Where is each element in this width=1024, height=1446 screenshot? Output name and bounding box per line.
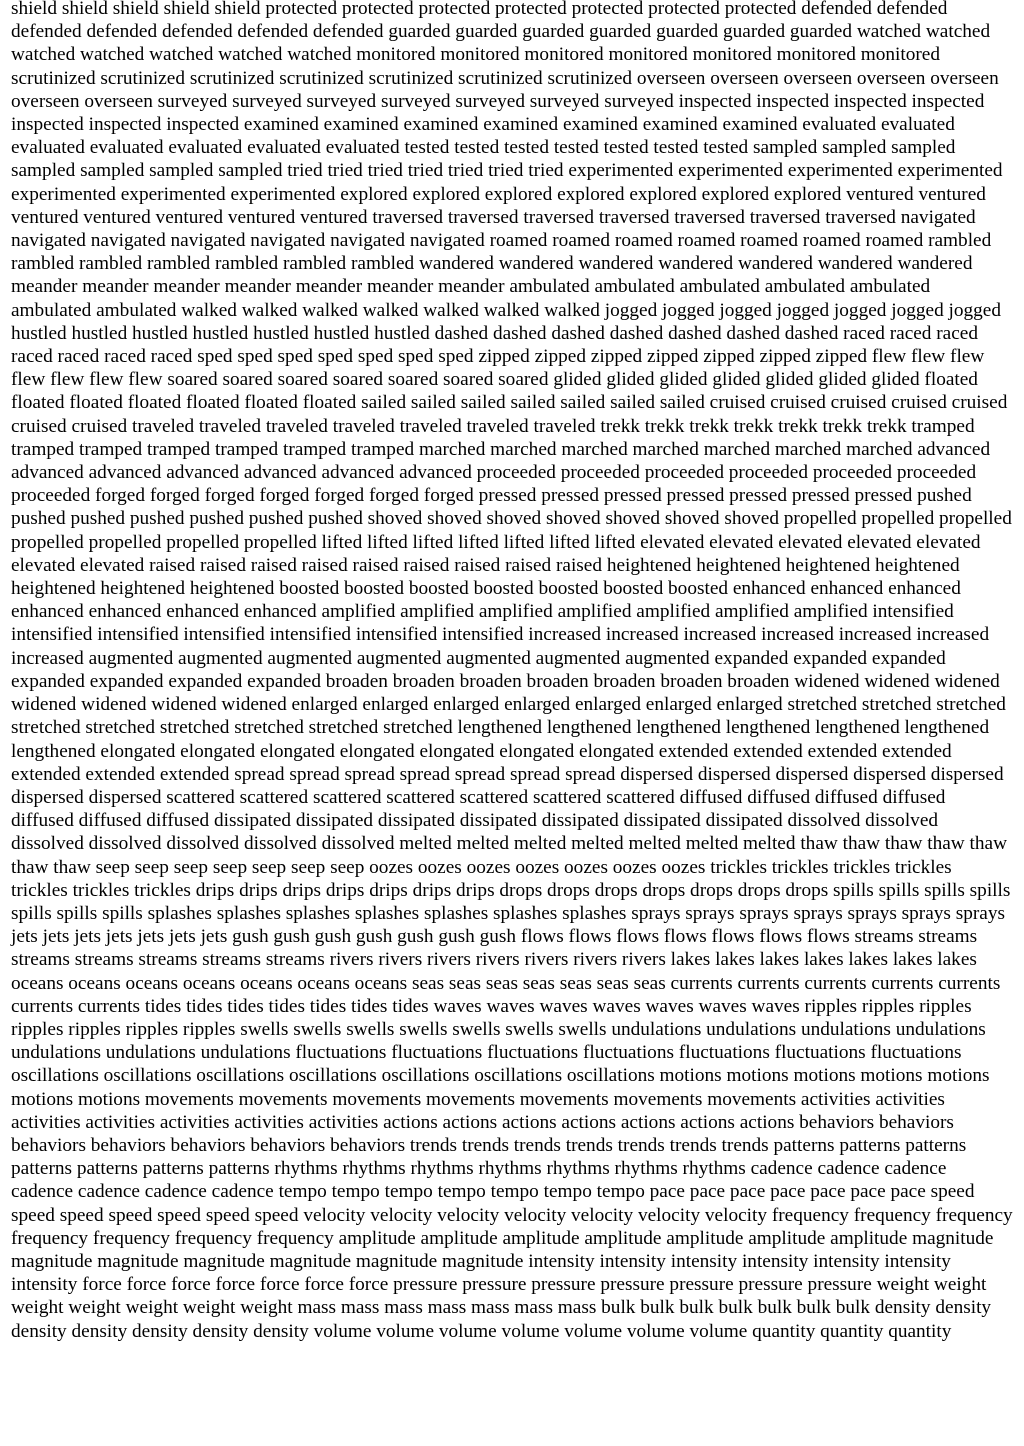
- body-text: shield shield shield shield shield protected protected protected protected protected protected protected defended defended defended defended defended defended defended guarded guarded guarded guarded guarded guarded guarded watched watched watched watched watched watched watched monitored monitored monitored monitored monitored monitored monitored scrutinized scrutinized scrutinized scrutinized scrutinized scrutinized scrutinized overseen overseen overseen overseen overseen overseen overseen surveyed surveyed surveyed surveyed surveyed surveyed surveyed inspected inspected inspected inspected inspected inspected inspected examined examined examined examined examined examined examined evaluated evaluated evaluated evaluated evaluated evaluated evaluated tested tested tested tested tested tested tested sampled sampled sampled sampled sampled sampled sampled tried tried tried tried tried tried tried experimented experimented experimented experimented experimented experimented experimented explored explored explored explored explored explored explored ventured ventured ventured ventured ventured ventured ventured traversed traversed traversed traversed traversed traversed traversed navigated navigated navigated navigated navigated navigated navigated roamed roamed roamed roamed roamed roamed roamed rambled rambled rambled rambled rambled rambled rambled wandered wandered wandered wandered wandered wandered wandered meander meander meander meander meander meander meander ambulated ambulated ambulated ambulated ambulated ambulated ambulated walked walked walked walked walked walked walked jogged jogged jogged jogged jogged jogged jogged hustled hustled hustled hustled hustled hustled hustled dashed dashed dashed dashed dashed dashed dashed raced raced raced raced raced raced raced sped sped sped sped sped sped sped zipped zipped zipped zipped zipped zipped zipped flew flew flew flew flew flew flew soared soared soared soared soared soared soared glided glided glided glided glided glided glided floated floated floated floated floated floated floated sailed sailed sailed sailed sailed sailed sailed cruised cruised cruised cruised cruised cruised cruised traveled traveled traveled traveled traveled traveled traveled trekk trekk trekk trekk trekk trekk trekk tramped tramped tramped tramped tramped tramped tramped marched marched marched marched marched marched marched advanced advanced advanced advanced advanced advanced advanced proceeded proceeded proceeded proceeded proceeded proceeded proceeded forged forged forged forged forged forged forged pressed pressed pressed pressed pressed pressed pressed pushed pushed pushed pushed pushed pushed pushed shoved shoved shoved shoved shoved shoved shoved propelled propelled propelled propelled propelled propelled propelled lifted lifted lifted lifted lifted lifted lifted elevated elevated elevated elevated elevated elevated elevated raised raised raised raised raised raised raised raised raised heightened heightened heightened heightened heightened heightened heightened boosted boosted boosted boosted boosted boosted boosted enhanced enhanced enhanced enhanced enhanced enhanced enhanced amplified amplified amplified amplified amplified amplified amplified intensified intensified intensified intensified intensified intensified intensified increased increased increased increased increased increased increased augmented augmented augmented augmented augmented augmented augmented expanded expanded expanded expanded expanded expanded expanded broaden broaden broaden broaden broaden broaden broaden widened widened widened widened widened widened widened enlarged enlarged enlarged enlarged enlarged enlarged enlarged stretched stretched stretched stretched stretched stretched stretched stretched stretched lengthened lengthened lengthened lengthened lengthened lengthened lengthened elongated elongated elongated elongated elongated elongated elongated extended extended extended extended extended extended extended spread spread spread spread spread spread spread dispersed dispersed dispersed dispersed dispersed dispersed dispersed scattered scattered scattered scattered scattered scattered scattered diffused diffused diffused diffused diffused diffused diffused dissipated dissipated dissipated dissipated dissipated dissipated dissipated dissolved dissolved dissolved dissolved dissolved dissolved dissolved melted melted melted melted melted melted melted thaw thaw thaw thaw thaw thaw thaw seep seep seep seep seep seep seep oozes oozes oozes oozes oozes oozes oozes trickles trickles trickles trickles trickles trickles trickles drips drips drips drips drips drips drips drops drops drops drops drops drops drops spills spills spills spills spills spills spills splashes splashes splashes splashes splashes splashes splashes sprays sprays sprays sprays sprays sprays sprays jets jets jets jets jets jets jets gush gush gush gush gush gush gush flows flows flows flows flows flows flows streams streams streams streams streams streams streams rivers rivers rivers rivers rivers rivers rivers lakes lakes lakes lakes lakes lakes lakes oceans oceans oceans oceans oceans oceans oceans seas seas seas seas seas seas seas currents currents currents currents currents currents currents tides tides tides tides tides tides tides waves waves waves waves waves waves waves ripples ripples ripples ripples ripples ripples ripples swells swells swells swells swells swells swells undulations undulations undulations undulations undulations undulations undulations fluctuations fluctuations fluctuations fluctuations fluctuations fluctuations fluctuations oscillations oscillations oscillations oscillations oscillations oscillations oscillations motions motions motions motions motions motions motions movements movements movements movements movements movements movements activities activities activities activities activities activities activities actions actions actions actions actions actions actions behaviors behaviors behaviors behaviors behaviors behaviors behaviors trends trends trends trends trends trends trends patterns patterns patterns patterns patterns patterns patterns rhythms rhythms rhythms rhythms rhythms rhythms rhythms cadence cadence cadence cadence cadence cadence cadence tempo tempo tempo tempo tempo tempo tempo pace pace pace pace pace pace pace speed speed speed speed speed speed speed velocity velocity velocity velocity velocity velocity velocity frequency frequency frequency frequency frequency frequency frequency amplitude amplitude amplitude amplitude amplitude amplitude amplitude magnitude magnitude magnitude magnitude magnitude magnitude magnitude intensity intensity intensity intensity intensity intensity intensity force force force force force force force pressure pressure pressure pressure pressure pressure pressure weight weight weight weight weight weight weight mass mass mass mass mass mass mass bulk bulk bulk bulk bulk bulk bulk density density density density density density density volume volume volume volume volume volume volume quantity quantity quantity: [11, 0, 1013, 1342]
